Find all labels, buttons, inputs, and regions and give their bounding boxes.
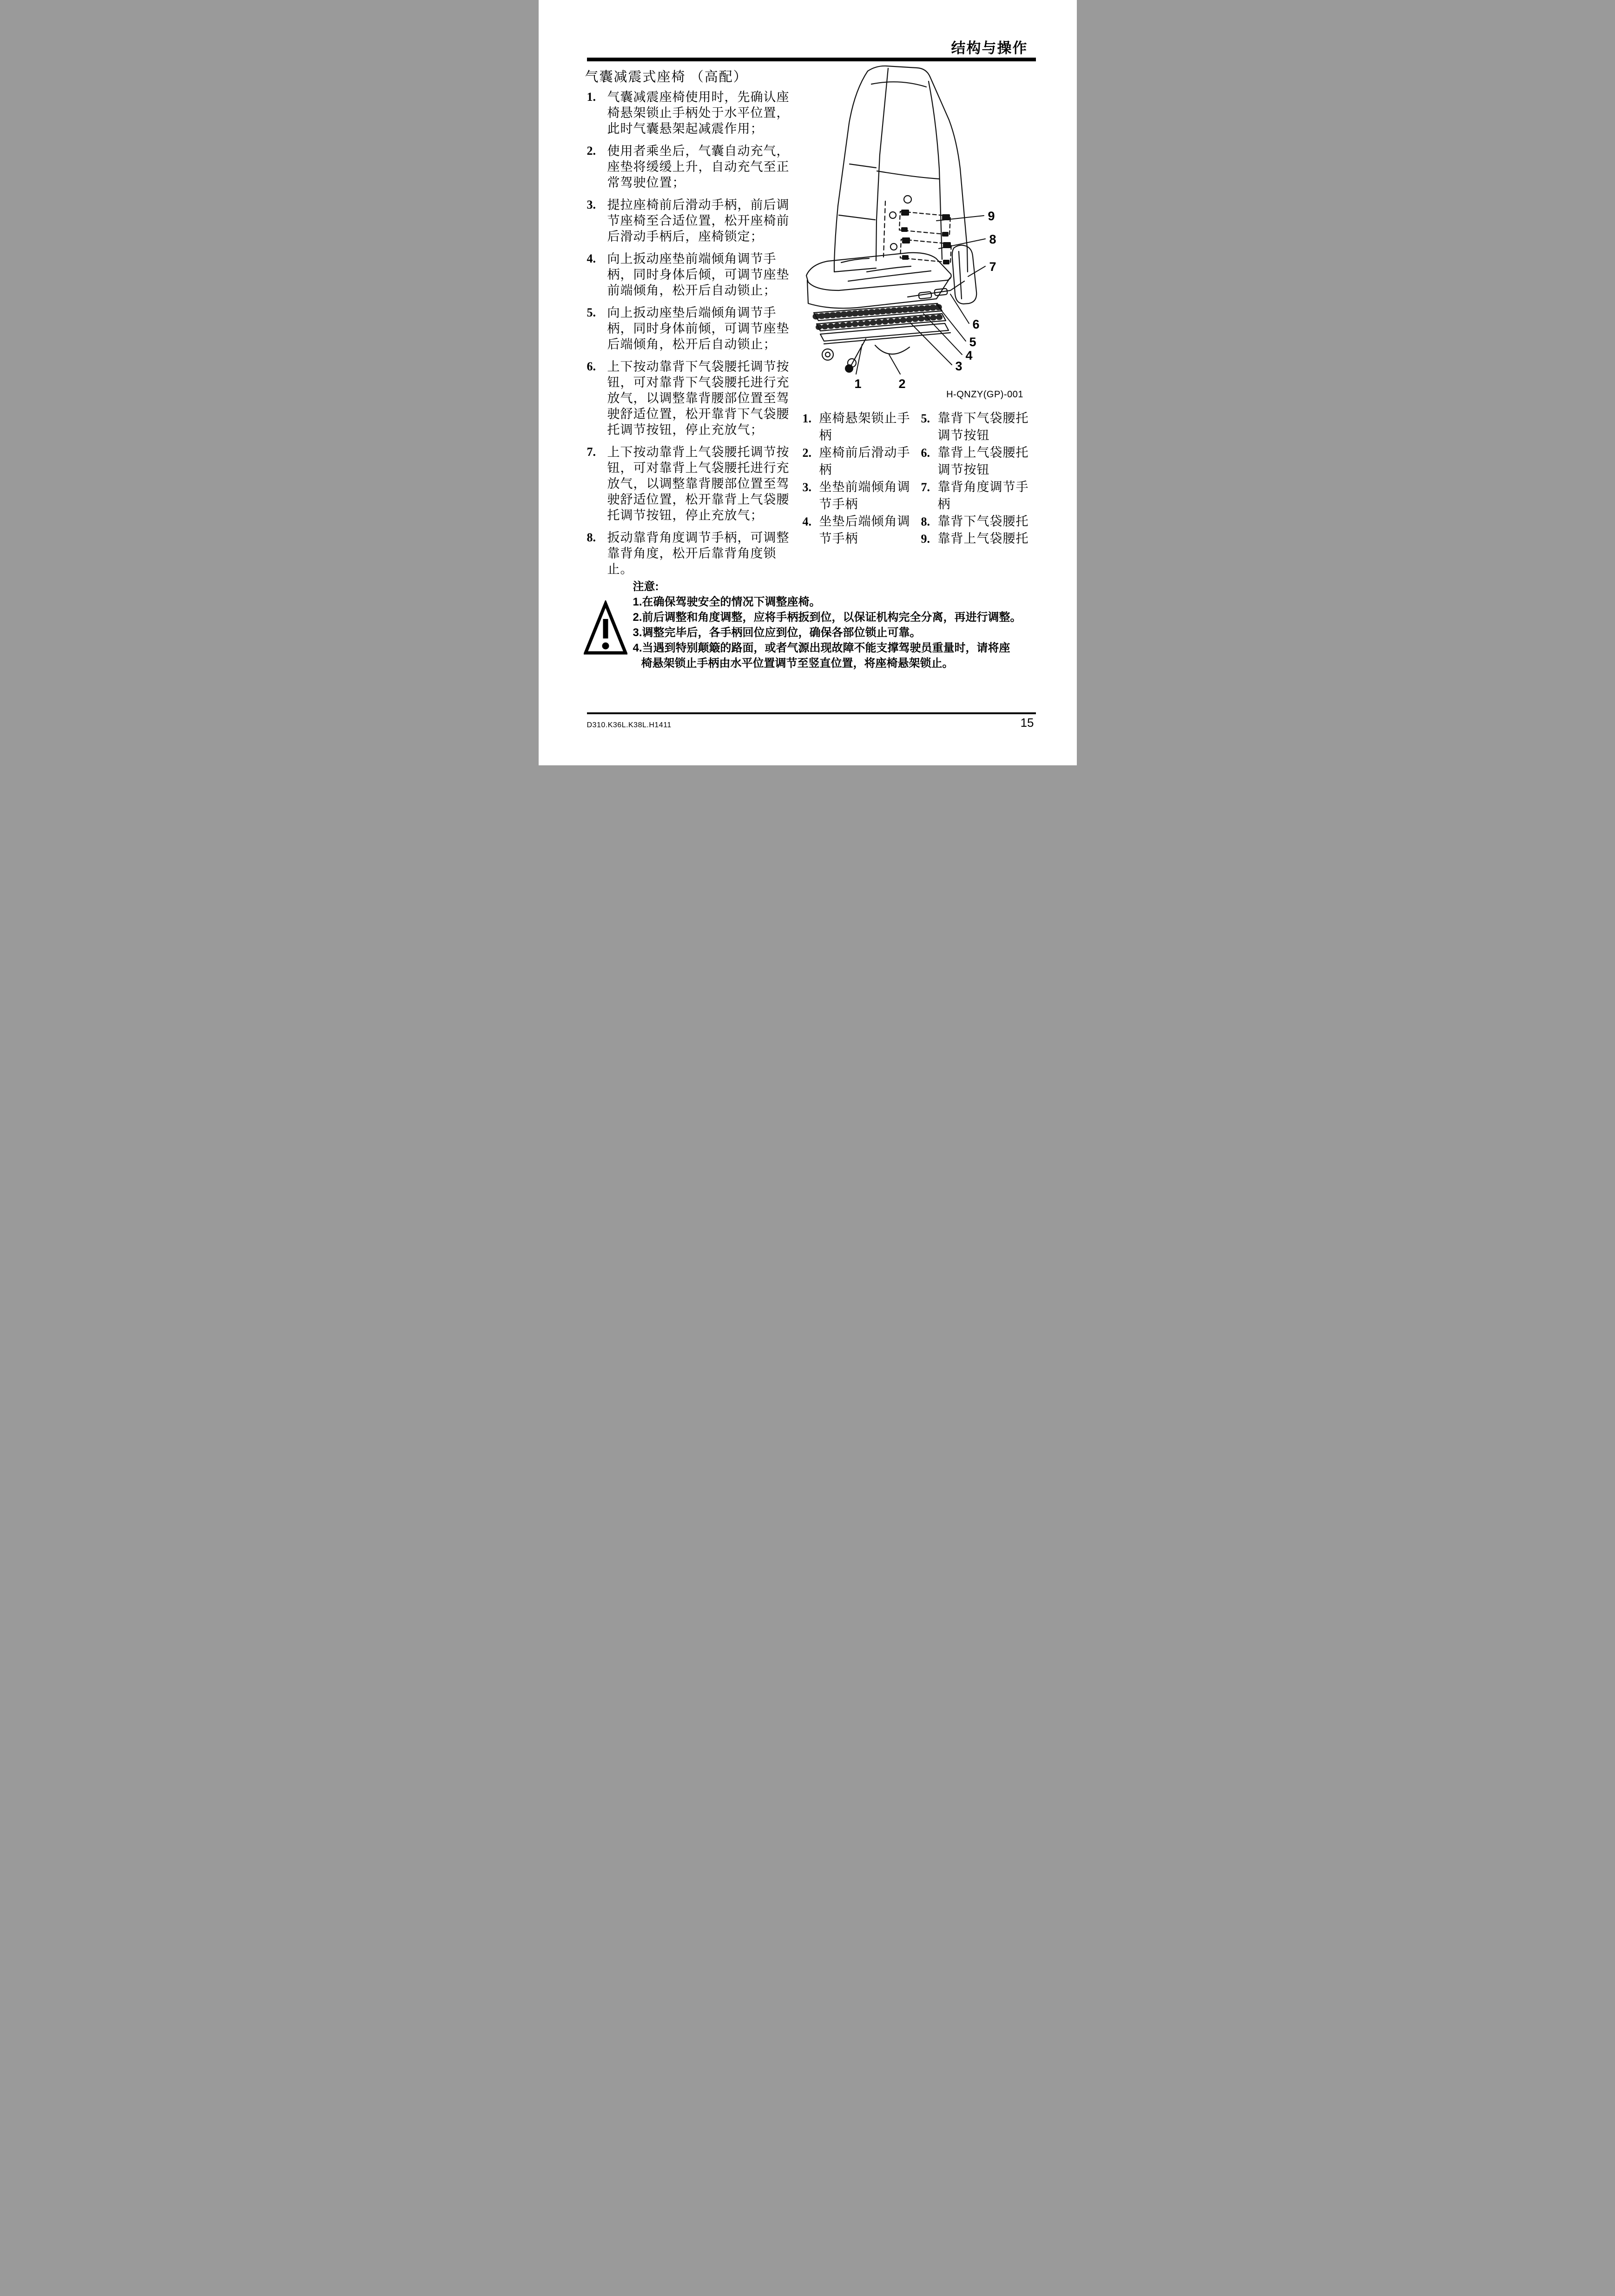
instruction-item-line: 节座椅至合适位置，松开座椅前 xyxy=(607,214,790,228)
instruction-item xyxy=(587,143,822,191)
legend-item-left-text xyxy=(819,410,923,444)
instruction-item-line: 驶舒适位置，松开靠背上气袋腰 xyxy=(607,493,790,507)
footer-rule xyxy=(587,712,1036,714)
legend-item-left-line: 坐垫前端倾角调 xyxy=(819,480,910,494)
legend-item-right-line: 柄 xyxy=(937,497,951,511)
instruction-item-line: 靠背角度，松开后靠背角度锁 xyxy=(607,546,777,560)
legend-item-right-number: 9. xyxy=(921,532,930,546)
legend-item-right-text xyxy=(938,479,1047,513)
instruction-item-number: 3. xyxy=(587,198,596,211)
instruction-item xyxy=(587,305,822,352)
legend-item-right-number: 6. xyxy=(921,446,930,460)
legend-item-right-number: 5. xyxy=(921,412,930,425)
legend-item-left xyxy=(803,410,923,444)
instruction-item-text xyxy=(607,359,822,438)
section-title: 气囊减震式座椅 （高配） xyxy=(585,70,748,85)
instruction-item-line: 后滑动手柄后，座椅锁定； xyxy=(607,230,764,243)
seat-line-drawing-icon xyxy=(797,62,1046,404)
instruction-item-line: 向上扳动座垫前端倾角调节手 xyxy=(607,252,777,266)
legend-item-right-line: 靠背上气袋腰托 xyxy=(937,446,1029,460)
legend-item-right-number: 7. xyxy=(921,480,930,494)
instruction-item xyxy=(587,251,822,298)
notice-title: 注意: xyxy=(633,580,659,593)
manual-page xyxy=(539,0,1077,765)
legend-item-left-number: 1. xyxy=(802,412,811,425)
legend-item-left-line: 座椅前后滑动手 xyxy=(819,446,910,460)
diagram-caption: H-QNZY(GP)-001 xyxy=(946,389,1023,400)
instruction-item xyxy=(587,444,822,523)
legend-item-left-line: 柄 xyxy=(819,428,832,442)
notice-block xyxy=(633,579,1049,671)
callout-1: 1 xyxy=(854,377,862,391)
callout-3: 3 xyxy=(955,359,962,373)
notice-line: 4.当遇到特别颠簸的路面，或者气源出现故障不能支撑驾驶员重量时，请将座 xyxy=(633,642,1010,654)
legend-item-left-line: 坐垫后端倾角调 xyxy=(819,514,910,528)
legend-item-right xyxy=(921,479,1047,513)
instruction-item-line: 扳动靠背角度调节手柄，可调整 xyxy=(607,531,790,545)
legend-item-right-text xyxy=(938,444,1047,479)
notice-line: 椅悬架锁止手柄由水平位置调节至竖直位置，将座椅悬架锁止。 xyxy=(641,657,954,670)
legend-item-right-line: 靠背上气袋腰托 xyxy=(937,532,1029,546)
instruction-item-line: 上下按动靠背下气袋腰托调节按 xyxy=(607,360,790,374)
legend-item-left-line: 节手柄 xyxy=(819,532,858,546)
legend-item-left xyxy=(803,479,923,513)
instruction-item-line: 放气，以调整靠背腰部位置至驾 xyxy=(607,391,790,405)
legend-item-left xyxy=(803,444,923,479)
legend-column-left xyxy=(803,410,923,547)
instruction-item-text xyxy=(607,530,822,577)
instruction-item-line: 钮，可对靠背下气袋腰托进行充 xyxy=(607,375,790,389)
seat-diagram xyxy=(797,62,1046,404)
instruction-item-line: 提拉座椅前后滑动手柄，前后调 xyxy=(607,198,790,212)
warning-icon xyxy=(584,600,627,656)
instruction-item-line: 向上扳动座垫后端倾角调节手 xyxy=(607,306,777,320)
legend-item-right-line: 靠背下气袋腰托 xyxy=(937,514,1029,528)
instruction-item-number: 6. xyxy=(587,360,596,373)
instruction-item xyxy=(587,359,822,438)
legend-item-right-text xyxy=(938,513,1047,530)
legend-item-right-line: 调节按钮 xyxy=(937,428,990,442)
instruction-list xyxy=(587,89,822,584)
legend-item-right-number: 8. xyxy=(921,515,930,528)
legend-item-right-text xyxy=(938,410,1047,444)
legend-item-right xyxy=(921,444,1047,479)
footer-doc-code: D310.K36L.K38L.H1411 xyxy=(587,721,672,729)
instruction-item-line: 柄，同时身体后倾，可调节座垫 xyxy=(607,268,790,282)
legend-item-right-line: 调节按钮 xyxy=(937,463,990,477)
instruction-item-text xyxy=(607,89,822,137)
instruction-item-line: 气囊减震座椅使用时，先确认座 xyxy=(607,90,790,104)
instruction-item-text xyxy=(607,305,822,352)
instruction-item-number: 2. xyxy=(587,144,596,158)
legend-item-left-line: 座椅悬架锁止手 xyxy=(819,411,910,425)
legend-item-right xyxy=(921,410,1047,444)
instruction-item-line: 此时气囊悬架起减震作用； xyxy=(607,122,764,136)
legend-item-left-number: 2. xyxy=(802,446,811,460)
callout-8: 8 xyxy=(989,232,996,246)
notice-line: 1.在确保驾驶安全的情况下调整座椅。 xyxy=(633,596,821,608)
instruction-item-text xyxy=(607,143,822,191)
callout-4: 4 xyxy=(965,349,973,362)
legend-item-right xyxy=(921,513,1047,530)
header-rule xyxy=(587,58,1036,61)
notice-line: 3.调整完毕后，各手柄回位应到位，确保各部位锁止可靠。 xyxy=(633,626,921,639)
legend-item-left-text xyxy=(819,513,923,547)
instruction-item-line: 驶舒适位置，松开靠背下气袋腰 xyxy=(607,407,790,421)
instruction-item-text xyxy=(607,444,822,523)
instruction-item-line: 托调节按钮，停止充放气； xyxy=(607,423,764,437)
instruction-item xyxy=(587,89,822,137)
legend-item-left xyxy=(803,513,923,547)
instruction-item-line: 止。 xyxy=(607,562,633,576)
callout-5: 5 xyxy=(969,335,976,349)
instruction-item-line: 托调节按钮，停止充放气； xyxy=(607,508,764,522)
instruction-item xyxy=(587,530,822,577)
callout-6: 6 xyxy=(972,317,980,331)
callout-2: 2 xyxy=(898,377,906,391)
notice-line: 2.前后调整和角度调整，应将手柄扳到位，以保证机构完全分离，再进行调整。 xyxy=(633,611,1022,624)
legend-item-right-line: 靠背角度调节手 xyxy=(937,480,1029,494)
instruction-item-line: 放气，以调整靠背腰部位置至驾 xyxy=(607,477,790,491)
page-header-title: 结构与操作 xyxy=(951,40,1028,56)
instruction-item-number: 1. xyxy=(587,90,596,104)
instruction-item-line: 柄，同时身体前倾，可调节座垫 xyxy=(607,322,790,336)
instruction-item-line: 后端倾角，松开后自动锁止； xyxy=(607,337,777,351)
legend-item-right-line: 靠背下气袋腰托 xyxy=(937,411,1029,425)
legend-item-right-text xyxy=(938,530,1047,547)
legend-item-right xyxy=(921,530,1047,547)
legend-item-left-text xyxy=(819,479,923,513)
instruction-item-line: 钮，可对靠背上气袋腰托进行充 xyxy=(607,461,790,475)
instruction-item-line: 前端倾角，松开后自动锁止； xyxy=(607,283,777,297)
callout-7: 7 xyxy=(989,260,996,274)
instruction-item-number: 4. xyxy=(587,252,596,265)
instruction-item-number: 8. xyxy=(587,531,596,544)
legend-item-left-line: 节手柄 xyxy=(819,497,858,511)
instruction-item-line: 椅悬架锁止手柄处于水平位置， xyxy=(607,106,790,120)
instruction-item-text xyxy=(607,197,822,244)
legend-item-left-text xyxy=(819,444,923,479)
instruction-item-line: 上下按动靠背上气袋腰托调节按 xyxy=(607,445,790,459)
instruction-item-line: 使用者乘坐后，气囊自动充气， xyxy=(607,144,790,158)
legend-item-left-number: 4. xyxy=(802,515,811,528)
legend-item-left-line: 柄 xyxy=(819,463,832,477)
page-number: 15 xyxy=(1020,716,1034,730)
legend-item-left-number: 3. xyxy=(802,480,811,494)
legend-column-right xyxy=(921,410,1047,547)
callout-9: 9 xyxy=(987,209,995,223)
instruction-item-number: 7. xyxy=(587,445,596,459)
instruction-item-line: 座垫将缓缓上升，自动充气至正 xyxy=(607,160,790,174)
instruction-item xyxy=(587,197,822,244)
instruction-item-number: 5. xyxy=(587,306,596,319)
instruction-item-text xyxy=(607,251,822,298)
instruction-item-line: 常驾驶位置； xyxy=(607,176,686,190)
